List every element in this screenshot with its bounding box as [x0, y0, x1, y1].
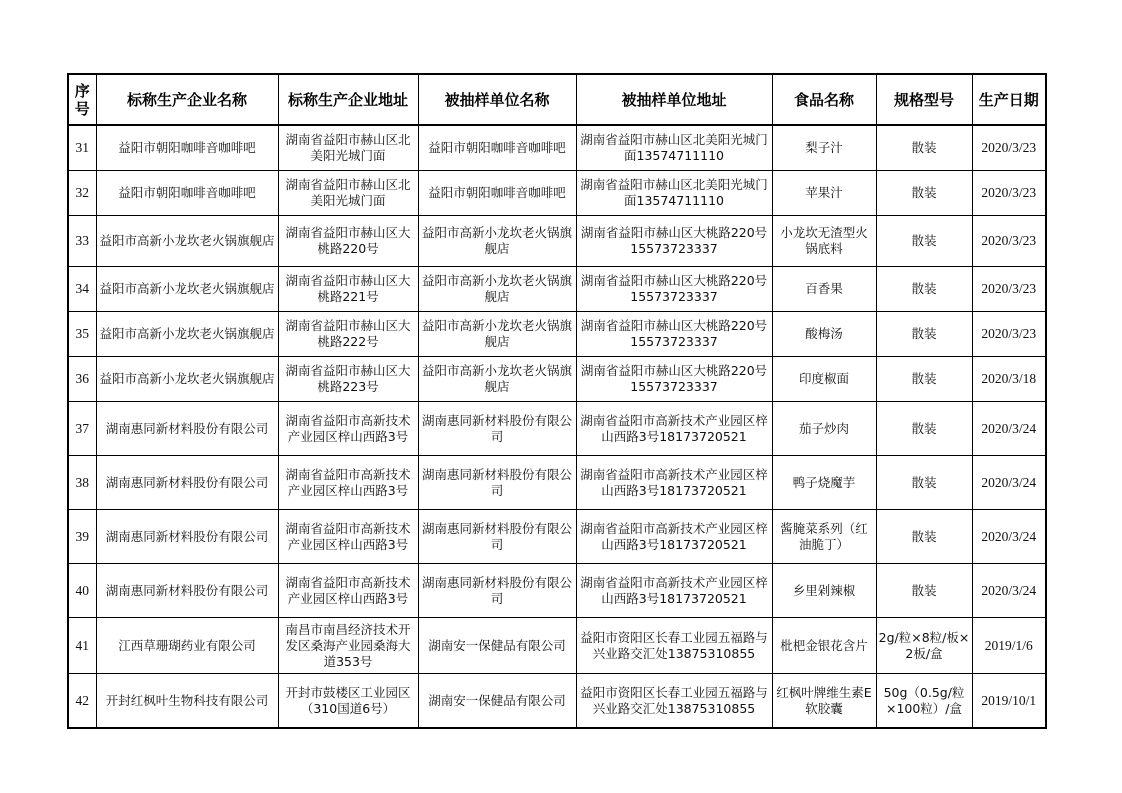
cell-no: 42 [68, 674, 96, 729]
cell-production-date: 2020/3/24 [972, 402, 1046, 456]
cell-no: 40 [68, 564, 96, 618]
cell-sampled-unit: 益阳市高新小龙坎老火锅旗舰店 [418, 216, 576, 267]
cell-spec: 散装 [876, 402, 972, 456]
cell-sampled-address: 湖南省益阳市高新技术产业园区梓山西路3号18173720521 [576, 402, 772, 456]
table-row [68, 456, 1046, 510]
cell-production-date: 2020/3/24 [972, 456, 1046, 510]
header-spec: 规格型号 [876, 74, 972, 125]
cell-production-date: 2020/3/24 [972, 510, 1046, 564]
cell-no: 37 [68, 402, 96, 456]
table-row [68, 171, 1046, 216]
cell-food-name: 梨子汁 [772, 125, 876, 171]
cell-maker-address: 南昌市南昌经济技术开发区桑海产业园桑海大道353号 [278, 618, 418, 674]
cell-maker: 开封红枫叶生物科技有限公司 [96, 674, 278, 729]
cell-sampled-address: 湖南省益阳市高新技术产业园区梓山西路3号18173720521 [576, 510, 772, 564]
cell-maker: 湖南惠同新材料股份有限公司 [96, 456, 278, 510]
cell-food-name: 小龙坎无渣型火锅底料 [772, 216, 876, 267]
cell-food-name: 酸梅汤 [772, 312, 876, 357]
cell-maker: 湖南惠同新材料股份有限公司 [96, 510, 278, 564]
table-row [68, 357, 1046, 402]
cell-no: 33 [68, 216, 96, 267]
cell-sampled-unit: 湖南安一保健品有限公司 [418, 674, 576, 729]
cell-spec: 散装 [876, 456, 972, 510]
cell-food-name: 茄子炒肉 [772, 402, 876, 456]
cell-maker-address: 湖南省益阳市高新技术产业园区梓山西路3号 [278, 456, 418, 510]
cell-food-name: 枇杷金银花含片 [772, 618, 876, 674]
cell-spec: 散装 [876, 125, 972, 171]
cell-maker-address: 湖南省益阳市赫山区大桃路220号 [278, 216, 418, 267]
cell-sampled-address: 益阳市资阳区长春工业园五福路与兴业路交汇处13875310855 [576, 618, 772, 674]
table-row [68, 564, 1046, 618]
cell-maker-address: 湖南省益阳市赫山区大桃路221号 [278, 267, 418, 312]
cell-maker: 益阳市高新小龙坎老火锅旗舰店 [96, 216, 278, 267]
cell-sampled-unit: 益阳市朝阳咖啡音咖啡吧 [418, 125, 576, 171]
cell-sampled-address: 益阳市资阳区长春工业园五福路与兴业路交汇处13875310855 [576, 674, 772, 729]
cell-sampled-unit: 湖南惠同新材料股份有限公司 [418, 402, 576, 456]
cell-food-name: 苹果汁 [772, 171, 876, 216]
cell-no: 38 [68, 456, 96, 510]
header-maker-address: 标称生产企业地址 [278, 74, 418, 125]
cell-spec: 散装 [876, 564, 972, 618]
cell-production-date: 2020/3/23 [972, 125, 1046, 171]
cell-spec: 50g（0.5g/粒×100粒）/盒 [876, 674, 972, 729]
cell-sampled-unit: 益阳市高新小龙坎老火锅旗舰店 [418, 267, 576, 312]
cell-sampled-address: 湖南省益阳市赫山区大桃路220号15573723337 [576, 357, 772, 402]
table-row [68, 312, 1046, 357]
cell-food-name: 百香果 [772, 267, 876, 312]
cell-production-date: 2019/10/1 [972, 674, 1046, 729]
table-row [68, 674, 1046, 729]
cell-no: 34 [68, 267, 96, 312]
cell-food-name: 酱腌菜系列（红油脆丁） [772, 510, 876, 564]
cell-maker-address: 湖南省益阳市赫山区大桃路223号 [278, 357, 418, 402]
cell-sampled-address: 湖南省益阳市赫山区北美阳光城门面13574711110 [576, 125, 772, 171]
cell-sampled-address: 湖南省益阳市赫山区北美阳光城门面13574711110 [576, 171, 772, 216]
cell-no: 36 [68, 357, 96, 402]
cell-food-name: 红枫叶牌维生素E软胶囊 [772, 674, 876, 729]
cell-sampled-unit: 益阳市高新小龙坎老火锅旗舰店 [418, 357, 576, 402]
cell-maker-address: 湖南省益阳市高新技术产业园区梓山西路3号 [278, 564, 418, 618]
header-production-date: 生产日期 [972, 74, 1046, 125]
cell-no: 39 [68, 510, 96, 564]
cell-sampled-unit: 湖南惠同新材料股份有限公司 [418, 456, 576, 510]
cell-spec: 散装 [876, 216, 972, 267]
cell-maker-address: 湖南省益阳市赫山区大桃路222号 [278, 312, 418, 357]
table-row [68, 125, 1046, 171]
cell-spec: 2g/粒×8粒/板×2板/盒 [876, 618, 972, 674]
cell-maker-address: 湖南省益阳市高新技术产业园区梓山西路3号 [278, 510, 418, 564]
cell-no: 41 [68, 618, 96, 674]
cell-production-date: 2020/3/23 [972, 171, 1046, 216]
header-sampled-address: 被抽样单位地址 [576, 74, 772, 125]
cell-sampled-address: 湖南省益阳市赫山区大桃路220号15573723337 [576, 312, 772, 357]
cell-maker: 湖南惠同新材料股份有限公司 [96, 564, 278, 618]
cell-maker-address: 开封市鼓楼区工业园区（310国道6号） [278, 674, 418, 729]
cell-sampled-unit: 湖南惠同新材料股份有限公司 [418, 510, 576, 564]
cell-production-date: 2020/3/23 [972, 267, 1046, 312]
cell-spec: 散装 [876, 312, 972, 357]
cell-spec: 散装 [876, 171, 972, 216]
cell-sampled-unit: 湖南安一保健品有限公司 [418, 618, 576, 674]
cell-maker: 益阳市高新小龙坎老火锅旗舰店 [96, 267, 278, 312]
cell-food-name: 印度椒面 [772, 357, 876, 402]
cell-maker: 益阳市高新小龙坎老火锅旗舰店 [96, 357, 278, 402]
cell-maker: 益阳市朝阳咖啡音咖啡吧 [96, 171, 278, 216]
table-header-row [68, 74, 1046, 125]
cell-no: 32 [68, 171, 96, 216]
cell-sampled-address: 湖南省益阳市高新技术产业园区梓山西路3号18173720521 [576, 456, 772, 510]
cell-production-date: 2020/3/18 [972, 357, 1046, 402]
cell-production-date: 2020/3/24 [972, 564, 1046, 618]
cell-maker-address: 湖南省益阳市赫山区北美阳光城门面 [278, 125, 418, 171]
cell-production-date: 2019/1/6 [972, 618, 1046, 674]
cell-spec: 散装 [876, 510, 972, 564]
cell-maker-address: 湖南省益阳市高新技术产业园区梓山西路3号 [278, 402, 418, 456]
cell-production-date: 2020/3/23 [972, 312, 1046, 357]
table-row [68, 510, 1046, 564]
cell-production-date: 2020/3/23 [972, 216, 1046, 267]
cell-maker: 湖南惠同新材料股份有限公司 [96, 402, 278, 456]
header-sampled-unit: 被抽样单位名称 [418, 74, 576, 125]
cell-sampled-address: 湖南省益阳市高新技术产业园区梓山西路3号18173720521 [576, 564, 772, 618]
cell-sampled-address: 湖南省益阳市赫山区大桃路220号15573723337 [576, 267, 772, 312]
cell-sampled-unit: 湖南惠同新材料股份有限公司 [418, 564, 576, 618]
table-row [68, 216, 1046, 267]
cell-maker-address: 湖南省益阳市赫山区北美阳光城门面 [278, 171, 418, 216]
table-row [68, 402, 1046, 456]
cell-sampled-unit: 益阳市朝阳咖啡音咖啡吧 [418, 171, 576, 216]
header-food-name: 食品名称 [772, 74, 876, 125]
cell-sampled-address: 湖南省益阳市赫山区大桃路220号15573723337 [576, 216, 772, 267]
table-row [68, 267, 1046, 312]
cell-sampled-unit: 益阳市高新小龙坎老火锅旗舰店 [418, 312, 576, 357]
header-no: 序号 [68, 74, 96, 125]
table-row [68, 618, 1046, 674]
cell-maker: 益阳市朝阳咖啡音咖啡吧 [96, 125, 278, 171]
cell-no: 35 [68, 312, 96, 357]
header-maker: 标称生产企业名称 [96, 74, 278, 125]
cell-spec: 散装 [876, 267, 972, 312]
cell-maker: 江西草珊瑚药业有限公司 [96, 618, 278, 674]
cell-food-name: 鸭子烧魔芋 [772, 456, 876, 510]
cell-spec: 散装 [876, 357, 972, 402]
cell-maker: 益阳市高新小龙坎老火锅旗舰店 [96, 312, 278, 357]
cell-food-name: 乡里剁辣椒 [772, 564, 876, 618]
sampling-results-table [67, 73, 1047, 729]
cell-no: 31 [68, 125, 96, 171]
